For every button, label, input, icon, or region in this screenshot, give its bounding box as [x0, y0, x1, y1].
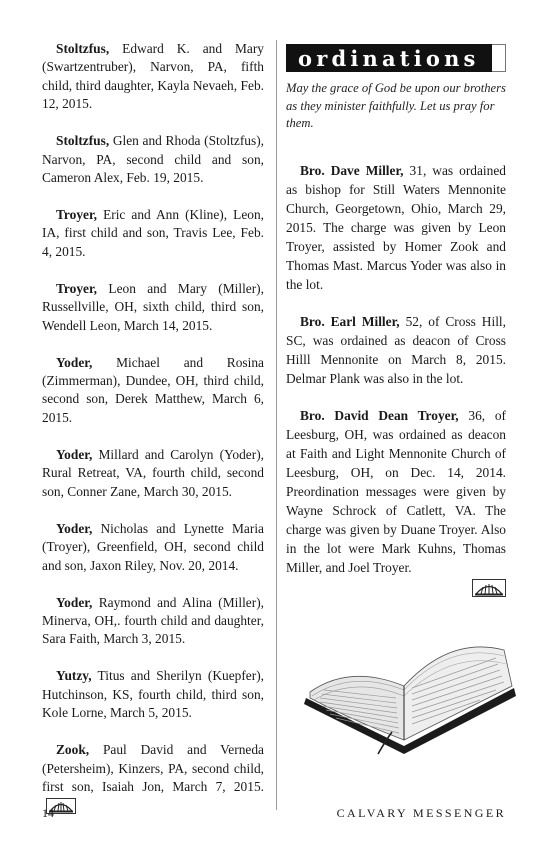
entry-text: Raymond and Alina (Miller), Minerva, OH,. fourth child and daughter, Sara Faith, March 3, 2015. — [42, 594, 264, 647]
entry-surname: Troyer, — [56, 280, 98, 296]
entry-text: Nicholas and Lynette Maria (Troyer), Greenfield, OH, second child and son, Jaxon Riley, Nov. 20, 2014. — [42, 520, 264, 573]
entry-surname: Stoltzfus, — [56, 41, 110, 56]
entry-surname: Troyer, — [56, 207, 98, 223]
entry-surname: Yoder, — [56, 594, 93, 610]
birth-entry — [42, 354, 264, 428]
entry-text: 36, of Leesburg, OH, was ordained as deacon at Faith and Light Mennonite Church of Leesburg, OH, on Dec. 14, 2014. Preordination messages were given by Wayne Schrock of Catlett, VA. The charge was given by Duane Troyer. Also in the lot were Mark Kuhns, Thomas Miller, and Joel Troyer. — [286, 407, 506, 575]
section-header — [286, 44, 506, 72]
birth-entry — [42, 206, 264, 261]
entry-surname: Yutzy, — [56, 668, 92, 684]
page-number: 14 — [42, 806, 54, 820]
entry-text: Paul David and Verneda (Petersheim), Kinzers, PA, second child, first son, Isaiah Jon, March 7, 2015. — [42, 742, 264, 794]
entry-name: Bro. Earl Miller, — [300, 313, 400, 329]
ordination-entry — [286, 312, 506, 388]
page-footer — [42, 806, 506, 821]
entry-text: 31, was ordained as bishop for Still Waters Mennonite Church, Georgetown, Ohio, March 29, 2015. The charge was given by Leon Troyer, assisted by Homer Zook and Thomas Mast. Marcus Yoder was also in the lot. — [286, 162, 506, 292]
entry-surname: Yoder, — [56, 520, 93, 536]
entry-text: Millard and Carolyn (Yoder), Rural Retreat, VA, fourth child, second son, Conner Zane, March 30, 2015. — [42, 446, 264, 499]
birth-entry — [42, 446, 264, 501]
entry-surname: Yoder, — [56, 446, 93, 462]
entry-text: Eric and Ann (Kline), Leon, IA, first child and son, Travis Lee, Feb. 4, 2015. — [42, 207, 264, 259]
birth-announcements-column — [42, 40, 264, 833]
birth-entry — [42, 741, 264, 815]
ordinations-column — [286, 44, 506, 597]
entry-surname: Stoltzfus, — [56, 133, 110, 149]
birth-entry — [42, 667, 264, 722]
open-bible-icon — [300, 628, 522, 756]
birth-entry — [42, 520, 264, 575]
birth-entry — [42, 280, 264, 335]
entry-text: 52, of Cross Hill, SC, was ordained as deacon of Cross Hilll Mennonite on March 8, 2015. Delmar Plank was also in the lot. — [286, 313, 506, 386]
birth-entry — [42, 594, 264, 649]
entry-name: Bro. David Dean Troyer, — [300, 407, 459, 423]
column-divider — [276, 40, 277, 810]
birth-entry — [42, 132, 264, 187]
entry-text: Michael and Rosina (Zimmerman), Dundee, OH, third child, second son, Derek Matthew, March 6, 2015. — [42, 354, 264, 425]
section-intro: May the grace of God be upon our brothers as they minister faithfully. Let us pray for them. — [286, 81, 506, 130]
entry-name: Bro. Dave Miller, — [300, 162, 404, 178]
entry-text: Glen and Rhoda (Stoltzfus), Narvon, PA, second child and son, Cameron Alex, Feb. 19, 2015. — [42, 133, 264, 186]
header-rule-box — [492, 44, 506, 72]
birth-entry — [42, 40, 264, 114]
publication-title: CALVARY MESSENGER — [336, 806, 506, 820]
entry-surname: Yoder, — [56, 354, 93, 370]
entry-text: Titus and Sherilyn (Kuepfer), Hutchinson, KS, fourth child, third son, Kole Lorne, March 5, 2015. — [42, 668, 264, 721]
entry-surname: Zook, — [56, 742, 90, 758]
entry-text: Edward K. and Mary (Swartzentruber), Narvon, PA, fifth child, third daughter, Kayla Nevaeh, Feb. 12, 2015. — [42, 41, 264, 112]
ordination-entry — [286, 406, 506, 577]
section-title: ordinations — [286, 44, 492, 72]
ordination-entry — [286, 161, 506, 294]
end-of-section-icon — [472, 579, 506, 597]
entry-text: Leon and Mary (Miller), Russellville, OH, sixth child, third son, Wendell Leon, March 14, 2015. — [42, 280, 264, 333]
